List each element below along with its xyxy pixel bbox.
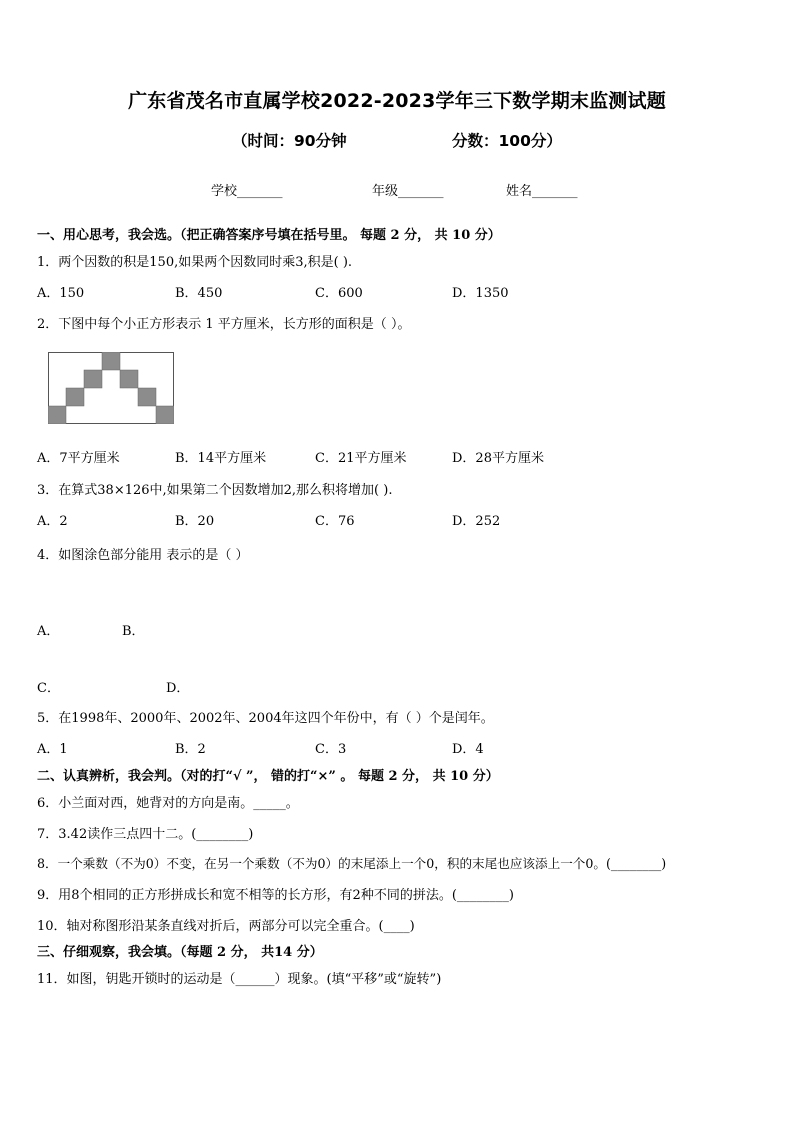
question-3: 3．在算式38×126中,如果第二个因数增加2,那么积将增加( ).: [37, 483, 393, 498]
shaded-square: [120, 370, 138, 388]
q3-option-b: B．20: [175, 514, 215, 529]
exam-time: （时间：90分钟: [232, 132, 347, 150]
q4-option-a: A．: [37, 624, 60, 639]
question-1: 1．两个因数的积是150,如果两个因数同时乘3,积是( ).: [37, 255, 353, 270]
q3-option-d: D．252: [452, 514, 501, 529]
q3-option-a: A．2: [37, 514, 68, 529]
question-5: 5．在1998年、2000年、2002年、2004年这四个年份中，有（ ）个是闰年。: [37, 711, 494, 726]
q5-option-d: D．4: [452, 742, 484, 757]
shaded-square: [48, 406, 66, 424]
q1-option-d: D．1350: [452, 286, 509, 301]
q2-option-a: A．7平方厘米: [37, 451, 120, 466]
section-heading-3: 三、仔细观察，我会填。（每题 2 分， 共14 分）: [37, 945, 323, 960]
grade-field: 年级_______: [372, 184, 444, 199]
question-11: 11．如图，钥匙开锁时的运动是（______）现象。(填“平移”或“旋转”): [37, 972, 442, 987]
q1-option-a: A．150: [37, 286, 85, 301]
q5-option-b: B．2: [175, 742, 206, 757]
question-2: 2．下图中每个小正方形表示 1 平方厘米，长方形的面积是（ ）。: [37, 317, 411, 332]
exam-score: 分数：100分）: [452, 132, 562, 150]
question-8: 8．一个乘数（不为0）不变，在另一个乘数（不为0）的末尾添上一个0，积的末尾也应该添上一个0。(________): [37, 856, 667, 871]
q1-option-b: B．450: [175, 286, 223, 301]
q3-option-c: C．76: [315, 514, 355, 529]
page-title: 广东省茂名市直属学校2022-2023学年三下数学期末监测试题: [128, 90, 666, 112]
shaded-square: [66, 388, 84, 406]
q5-option-a: A．1: [37, 742, 68, 757]
shaded-square: [156, 406, 174, 424]
q5-option-c: C．3: [315, 742, 347, 757]
section-heading-1: 一、用心思考，我会选。（把正确答案序号填在括号里。 每题 2 分， 共 10 分）: [37, 228, 501, 243]
shaded-square: [138, 388, 156, 406]
q1-option-c: C．600: [315, 286, 363, 301]
question-7: 7．3.42读作三点四十二。(________): [37, 827, 254, 842]
rectangle-staircase-figure: [48, 352, 174, 424]
school-field: 学校_______: [211, 184, 283, 199]
section-heading-2: 二、认真辨析，我会判。（对的打“√ ”， 错的打“×” 。 每题 2 分， 共 10 分）: [37, 769, 499, 784]
shaded-square: [102, 352, 120, 370]
shaded-square: [84, 370, 102, 388]
q2-option-d: D．28平方厘米: [452, 451, 544, 466]
q2-option-c: C．21平方厘米: [315, 451, 407, 466]
q4-option-b: B．: [122, 624, 145, 639]
q4-option-c: C．: [37, 681, 60, 696]
name-field: 姓名_______: [506, 184, 578, 199]
question-10: 10．轴对称图形沿某条直线对折后，两部分可以完全重合。(____): [37, 919, 415, 934]
question-9: 9．用8个相同的正方形拼成长和宽不相等的长方形，有2种不同的拼法。(________): [37, 888, 514, 903]
question-4: 4．如图涂色部分能用 表示的是（ ）: [37, 548, 249, 563]
q2-option-b: B．14平方厘米: [175, 451, 267, 466]
question-6: 6．小兰面对西，她背对的方向是南。_____。: [37, 796, 299, 811]
q4-option-d: D．: [166, 681, 190, 696]
